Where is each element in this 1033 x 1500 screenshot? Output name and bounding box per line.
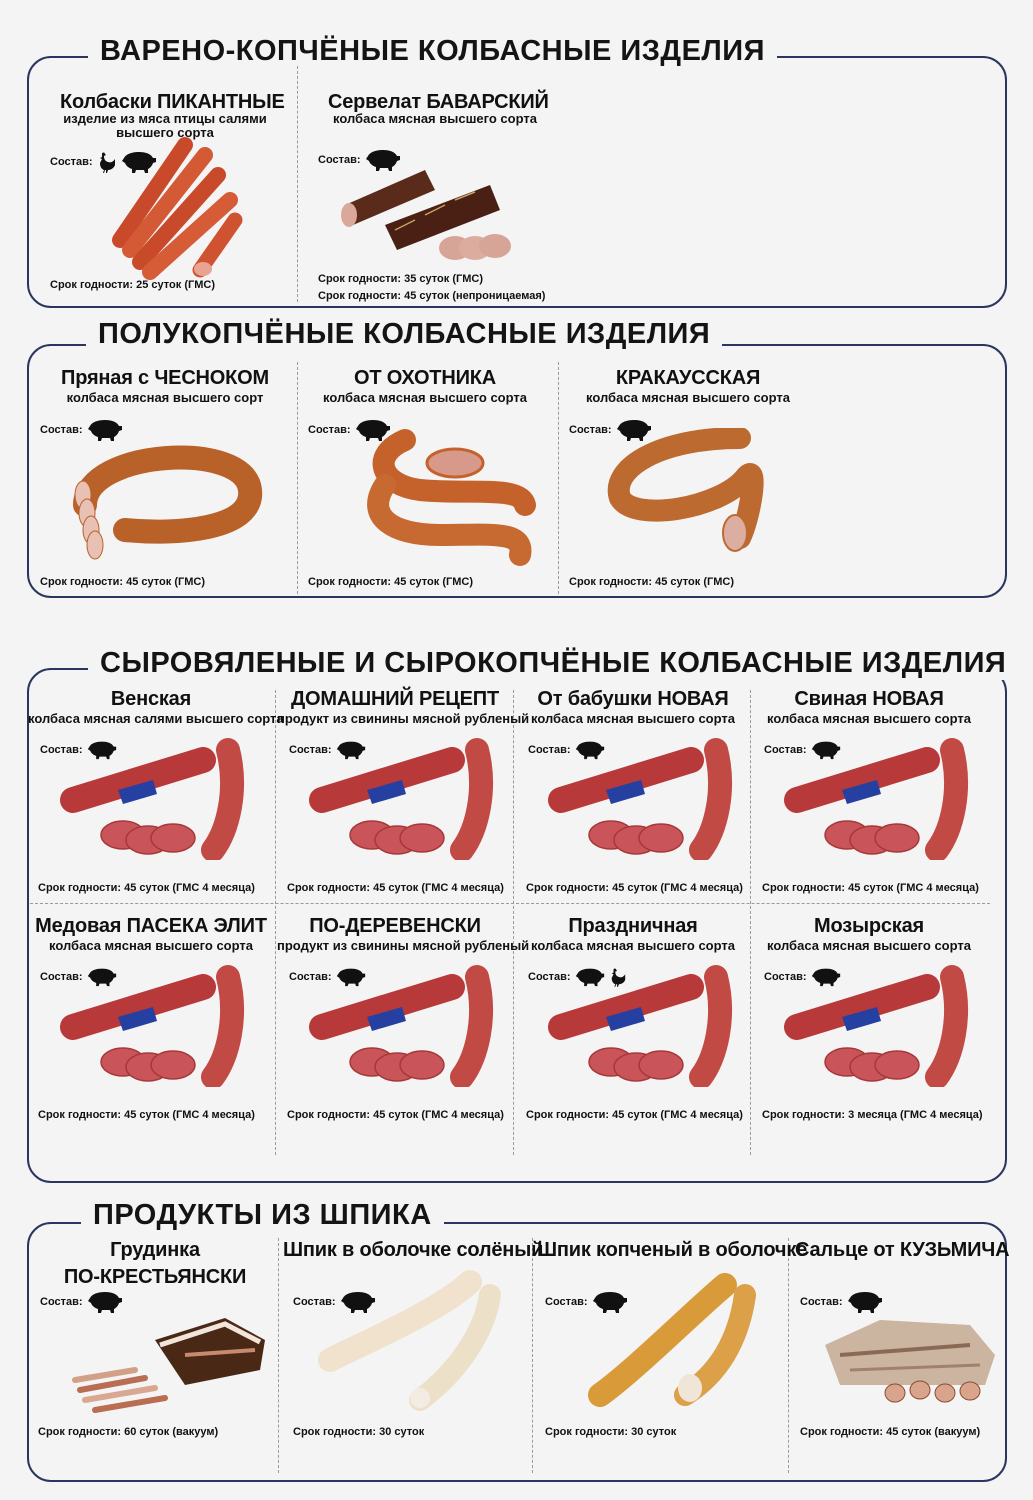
shelf-life: Срок годности: 60 суток (вакуум)	[38, 1426, 219, 1438]
product-subtitle: колбаса мясная высшего сорта	[49, 938, 253, 953]
divider	[750, 690, 751, 1155]
section-title-boiled-smoked: ВАРЕНО-КОПЧЁНЫЕ КОЛБАСНЫЕ ИЗДЕЛИЯ	[88, 34, 777, 68]
product-subtitle: колбаса мясная высшего сорта	[323, 390, 527, 405]
product-image	[65, 1310, 275, 1420]
composition: Состав:	[40, 740, 117, 760]
product-subtitle: колбаса мясная высшего сорта	[531, 938, 735, 953]
product-subtitle: продукт из свинины мясной рубленый	[277, 711, 530, 726]
shelf-life: Срок годности: 45 суток (ГМС)	[40, 576, 205, 588]
shelf-life: Срок годности: 30 суток	[545, 1426, 677, 1438]
divider	[297, 66, 298, 302]
product-subtitle: колбаса мясная высшего сорта	[586, 390, 790, 405]
product-image	[541, 957, 741, 1087]
product-image	[302, 957, 502, 1087]
shelf-life: Срок годности: 45 суток (ГМС)	[308, 576, 473, 588]
section-title-lard: ПРОДУКТЫ ИЗ ШПИКА	[81, 1198, 444, 1232]
divider	[558, 362, 559, 594]
product-name: Грудинка	[110, 1239, 200, 1261]
product-image	[575, 1270, 775, 1420]
composition: Состав:	[50, 150, 157, 174]
divider	[297, 362, 298, 594]
shelf-life: Срок годности: 45 суток (ГМС 4 месяца)	[38, 882, 255, 894]
product-subtitle: колбаса мясная высшего сорт	[66, 390, 264, 405]
product-name-line2: ПО-КРЕСТЬЯНСКИ	[63, 1266, 247, 1288]
divider	[513, 690, 514, 1155]
shelf-life: Срок годности: 45 суток (вакуум)	[800, 1426, 981, 1438]
product-name: Колбаски ПИКАНТНЫЕ	[60, 91, 285, 113]
shelf-life: Срок годности: 45 суток (ГМС)	[569, 576, 734, 588]
product-name: Медовая ПАСЕКА ЭЛИТ	[35, 915, 267, 937]
product-name: Праздничная	[568, 915, 698, 937]
shelf-life: Срок годности: 45 суток (ГМС 4 месяца)	[762, 882, 979, 894]
product-subtitle: колбаса мясная высшего сорта	[333, 111, 537, 126]
composition: Состав:	[308, 418, 391, 442]
product-subtitle: колбаса мясная салями высшего сорта	[28, 711, 284, 726]
product-image	[777, 730, 977, 860]
shelf-life: Срок годности: 45 суток (ГМС 4 месяца)	[38, 1109, 255, 1121]
shelf-life: Срок годности: 35 суток (ГМС)	[318, 273, 483, 285]
product-subtitle: колбаса мясная высшего сорта	[767, 711, 971, 726]
composition: Состав:	[764, 967, 841, 987]
composition: Состав:	[289, 967, 366, 987]
product-name: Свиная НОВАЯ	[794, 688, 944, 710]
product-name: КРАКАУССКАЯ	[615, 367, 761, 389]
shelf-life: Срок годности: 3 месяца (ГМС 4 месяца)	[762, 1109, 983, 1121]
product-name: От бабушки НОВАЯ	[537, 688, 729, 710]
product-subtitle: колбаса мясная высшего сорта	[767, 938, 971, 953]
composition: Состав:	[528, 740, 605, 760]
composition: Состав:	[800, 1290, 883, 1314]
divider	[275, 690, 276, 1155]
product-name: Сервелат БАВАРСКИЙ	[328, 91, 549, 113]
composition: Состав:	[545, 1290, 628, 1314]
product-image	[600, 428, 780, 558]
product-name: Мозырская	[814, 915, 924, 937]
product-image	[100, 130, 250, 280]
shelf-life: Срок годности: 25 суток (ГМС)	[50, 279, 215, 291]
section-title-semi-smoked: ПОЛУКОПЧЁНЫЕ КОЛБАСНЫЕ ИЗДЕЛИЯ	[86, 317, 722, 351]
divider	[30, 903, 990, 904]
product-image	[65, 435, 265, 565]
product-image	[541, 730, 741, 860]
composition: Состав:	[569, 418, 652, 442]
composition: Состав:	[528, 967, 627, 987]
product-name: Сальце от КУЗЬМИЧА	[795, 1239, 1010, 1261]
divider	[532, 1238, 533, 1473]
product-subtitle: изделие из мяса птицы салями высшего сорта	[63, 111, 267, 140]
composition: Состав:	[293, 1290, 376, 1314]
shelf-life: Срок годности: 45 суток (ГМС 4 месяца)	[287, 1109, 504, 1121]
divider	[788, 1238, 789, 1473]
product-name: Шпик копченый в оболочке	[537, 1239, 808, 1261]
shelf-life: Срок годности: 30 суток	[293, 1426, 425, 1438]
product-image	[777, 957, 977, 1087]
shelf-life: Срок годности: 45 суток (ГМС 4 месяца)	[526, 1109, 743, 1121]
composition: Состав:	[289, 740, 366, 760]
product-name: ОТ ОХОТНИКА	[354, 367, 496, 389]
product-subtitle: колбаса мясная высшего сорта	[531, 711, 735, 726]
shelf-life: Срок годности: 45 суток (ГМС 4 месяца)	[287, 882, 504, 894]
shelf-life: Срок годности: 45 суток (ГМС 4 месяца)	[526, 882, 743, 894]
product-name: ДОМАШНИЙ РЕЦЕПТ	[291, 688, 499, 710]
product-subtitle: продукт из свинины мясной рубленый	[277, 938, 530, 953]
composition: Состав:	[40, 967, 117, 987]
product-image	[360, 425, 540, 575]
product-image	[310, 1270, 510, 1420]
composition: Состав:	[764, 740, 841, 760]
composition: Состав:	[40, 418, 123, 442]
product-name: Шпик в оболочке солёный	[283, 1239, 544, 1261]
product-image	[53, 730, 253, 860]
shelf-life-2: Срок годности: 45 суток (непроницаемая)	[318, 290, 546, 302]
product-name: Пряная с ЧЕСНОКОМ	[61, 367, 269, 389]
pig-icon	[847, 1290, 883, 1314]
section-title-raw-cured: СЫРОВЯЛЕНЫЕ И СЫРОКОПЧЁНЫЕ КОЛБАСНЫЕ ИЗДЕЛИЯ	[88, 646, 1018, 680]
product-image	[335, 160, 525, 270]
product-name: ПО-ДЕРЕВЕНСКИ	[309, 915, 481, 937]
composition: Состав:	[318, 148, 401, 172]
product-name: Венская	[110, 688, 192, 710]
composition: Состав:	[40, 1290, 123, 1314]
product-image	[820, 1315, 1000, 1415]
product-image	[53, 957, 253, 1087]
product-image	[302, 730, 502, 860]
